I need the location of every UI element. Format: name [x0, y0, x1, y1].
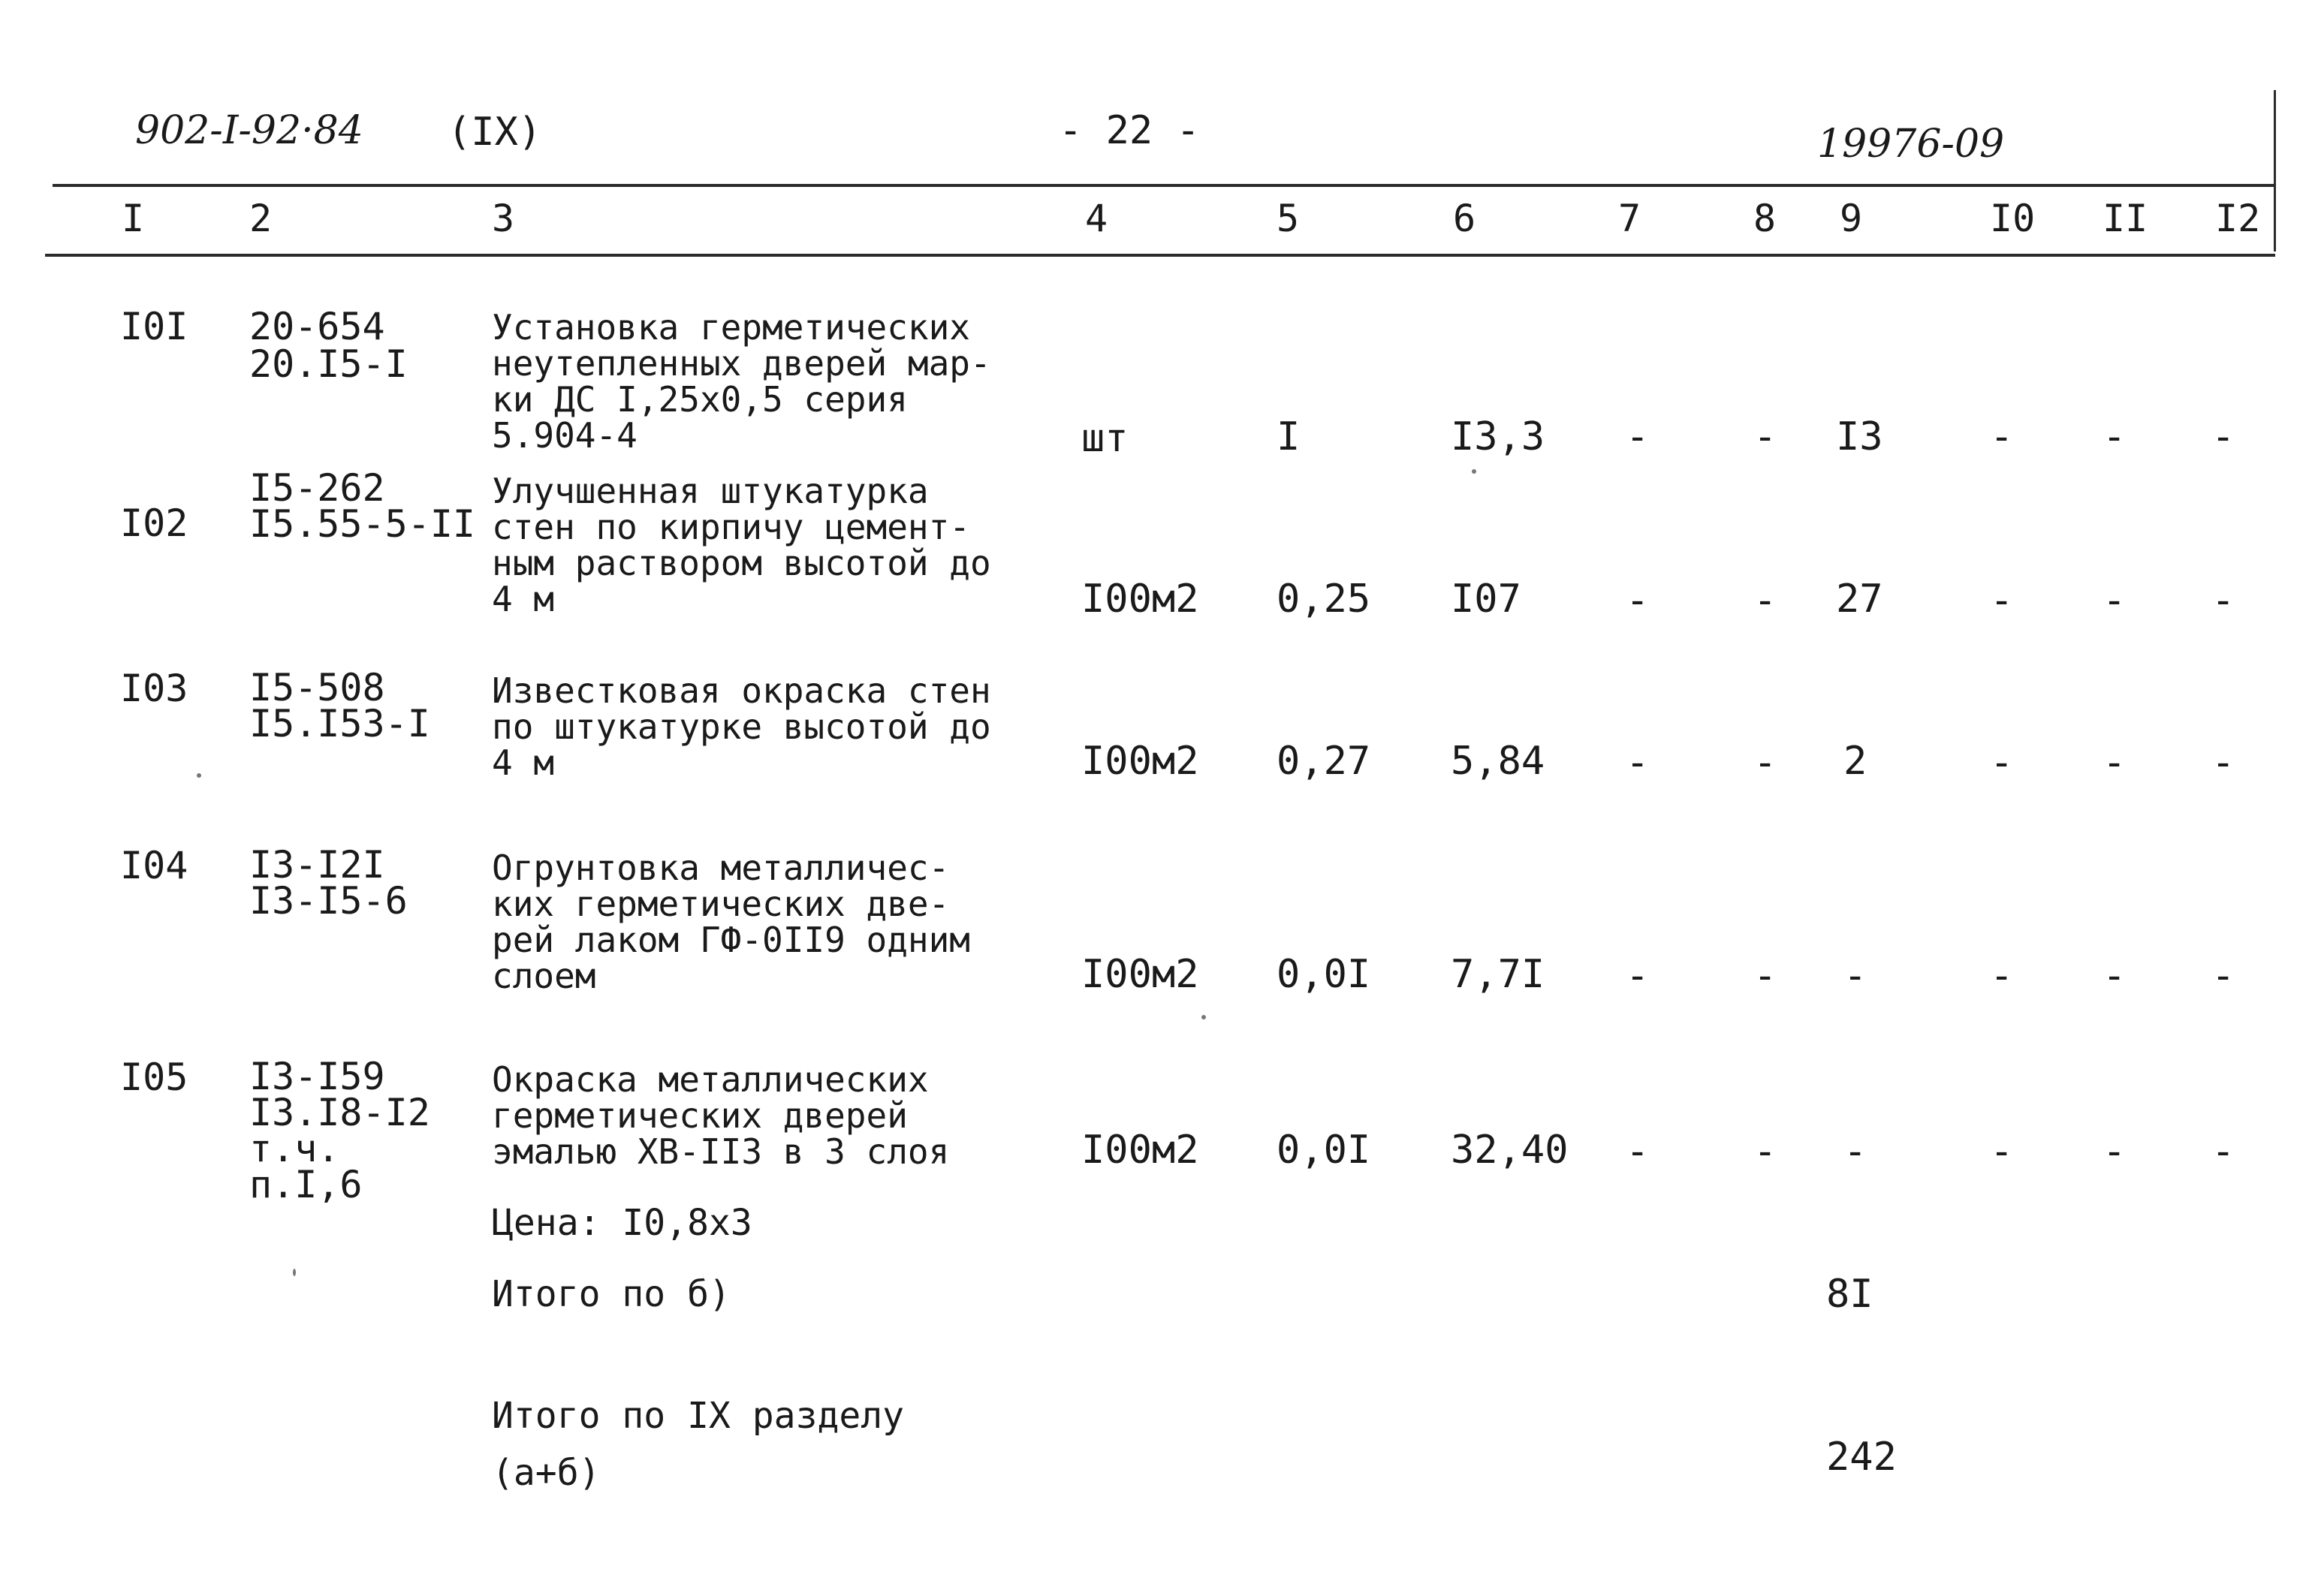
- col-7: -: [1626, 414, 1650, 459]
- work-description: Огрунтовка металличес- ких герметических две- рей лаком ГФ-0II9 одним слоем: [492, 848, 970, 996]
- column-header-4: 4: [1085, 197, 1108, 240]
- work-description: Окраска металлических герметических дверей эмалью ХВ-II3 в 3 слоя: [492, 1059, 950, 1172]
- unit-price: 5,84: [1451, 739, 1545, 784]
- column-header-12: I2: [2215, 197, 2261, 240]
- col-12: -: [2211, 1129, 2235, 1174]
- row-number: I05: [120, 1055, 188, 1099]
- column-header-8: 8: [1753, 197, 1777, 240]
- unit: шт: [1081, 416, 1129, 461]
- col-8: -: [1753, 1129, 1777, 1174]
- section-total-value: 242: [1826, 1435, 1897, 1480]
- col-10: -: [1990, 578, 2014, 623]
- document-code: 902-I-92·84: [135, 108, 363, 153]
- col-7: -: [1626, 1129, 1650, 1174]
- column-header-6: 6: [1453, 197, 1476, 240]
- scan-speck: [1472, 469, 1476, 474]
- column-header-7: 7: [1618, 197, 1641, 240]
- work-description: Установка герметических неутепленных дверей мар- ки ДС I,25х0,5 серия 5.904-4: [492, 307, 991, 456]
- column-header-9: 9: [1840, 197, 1863, 240]
- col-9: 2: [1843, 739, 1867, 784]
- quantity: 0,0I: [1277, 952, 1371, 997]
- quantity: 0,27: [1277, 739, 1371, 784]
- col-7: -: [1626, 578, 1650, 623]
- col-8: -: [1753, 740, 1777, 785]
- section-total-label: Итого по IX разделу (а+б): [492, 1395, 905, 1494]
- col-11: -: [2103, 414, 2127, 459]
- col-10: -: [1990, 740, 2014, 785]
- column-header-1: I: [122, 197, 145, 240]
- row-number: I03: [120, 667, 188, 710]
- norm-code: I3-I2I I3-I5-6: [249, 843, 408, 923]
- unit-price: 7,7I: [1451, 952, 1545, 997]
- col-11: -: [2103, 740, 2127, 785]
- norm-code: I3-I59 I3.I8-I2 т.ч. п.I,6: [249, 1055, 430, 1206]
- scan-speck: [197, 773, 201, 778]
- norm-code: I5-262 I5.55-5-II: [249, 466, 476, 546]
- quantity: I: [1277, 414, 1301, 459]
- unit: I00м2: [1081, 577, 1199, 622]
- price-note: Цена: I0,8х3: [492, 1202, 752, 1244]
- column-header-11: II: [2103, 197, 2148, 240]
- column-header-5: 5: [1277, 197, 1300, 240]
- col-10: -: [1990, 1129, 2014, 1174]
- col-12: -: [2211, 414, 2235, 459]
- header-top-rule: [53, 184, 2275, 187]
- col-12: -: [2211, 578, 2235, 623]
- col-8: -: [1753, 578, 1777, 623]
- column-header-2: 2: [249, 197, 273, 240]
- row-number: I04: [120, 844, 188, 887]
- col-10: -: [1990, 414, 2014, 459]
- unit-price: I3,3: [1451, 414, 1545, 459]
- unit: I00м2: [1081, 739, 1199, 784]
- unit: I00м2: [1081, 952, 1199, 997]
- subtotal-value: 8I: [1826, 1272, 1873, 1317]
- col-9: -: [1843, 953, 1867, 998]
- col-10: -: [1990, 953, 2014, 998]
- row-number: I02: [120, 501, 188, 545]
- scan-speck: [293, 1269, 296, 1276]
- unit-price: I07: [1451, 577, 1521, 622]
- col-9: -: [1843, 1129, 1867, 1174]
- col-11: -: [2103, 953, 2127, 998]
- col-8: -: [1753, 414, 1777, 459]
- subtotal-label: Итого по б): [492, 1273, 731, 1315]
- right-edge-mark: [2274, 90, 2276, 251]
- work-description: Известковая окраска стен по штукатурке высотой до 4 м: [492, 670, 991, 783]
- column-header-3: 3: [492, 197, 515, 240]
- header-bottom-rule: [45, 254, 2275, 257]
- col-11: -: [2103, 578, 2127, 623]
- col-7: -: [1626, 740, 1650, 785]
- col-8: -: [1753, 953, 1777, 998]
- unit-price: 32,40: [1451, 1128, 1569, 1173]
- col-11: -: [2103, 1129, 2127, 1174]
- col-9: I3: [1836, 414, 1883, 459]
- col-7: -: [1626, 953, 1650, 998]
- quantity: 0,0I: [1277, 1128, 1371, 1173]
- column-header-10: I0: [1990, 197, 2036, 240]
- col-9: 27: [1836, 577, 1883, 622]
- scan-speck: [1201, 1015, 1206, 1019]
- quantity: 0,25: [1277, 577, 1371, 622]
- inventory-number: 19976-09: [1817, 122, 2005, 167]
- row-number: I0I: [120, 305, 188, 348]
- norm-code: 20-654 20.I5-I: [249, 305, 408, 386]
- norm-code: I5-508 I5.I53-I: [249, 666, 430, 745]
- work-description: Улучшенная штукатурка стен по кирпичу цемент- ным раствором высотой до 4 м: [492, 471, 991, 619]
- col-12: -: [2211, 740, 2235, 785]
- col-12: -: [2211, 953, 2235, 998]
- unit: I00м2: [1081, 1128, 1199, 1173]
- page-number: - 22 -: [1059, 108, 1200, 153]
- section-label: (IX): [448, 110, 542, 155]
